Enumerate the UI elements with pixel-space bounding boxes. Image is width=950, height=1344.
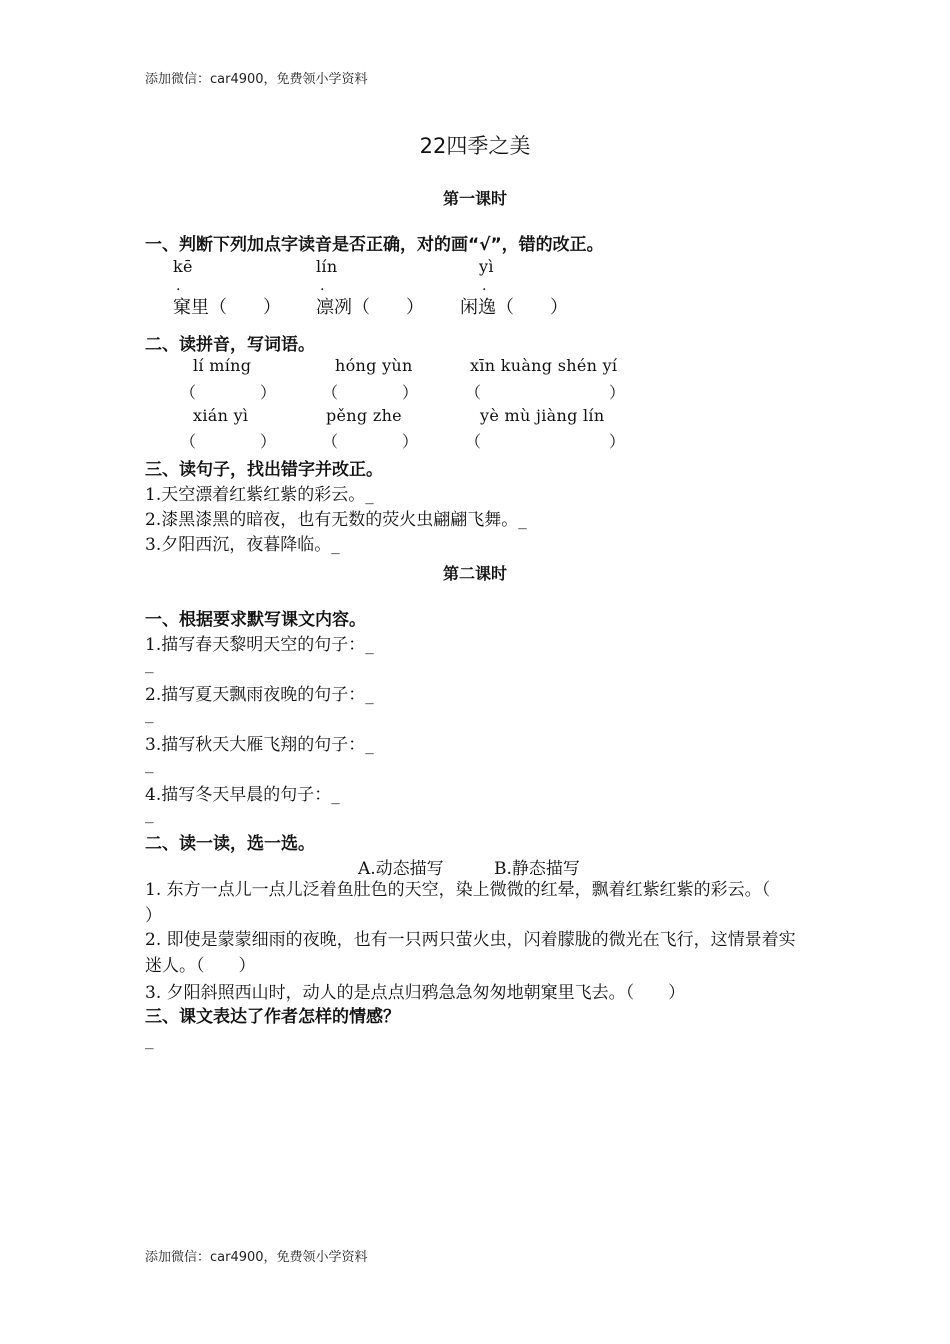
lesson1-heading: 第一课时 [442,189,507,208]
l2-q1-title: 一、根据要求默写课文内容。 [145,610,366,630]
l1-q1-pinyin-2: lín [316,257,338,276]
option-a: A.动态描写 [358,859,444,879]
page-title: 22四季之美 [419,134,531,158]
l1-q2-pinyin-3: xīn kuàng shén yí [470,356,618,375]
l1-q1-word-2: 凛冽（ ） [316,297,424,318]
l1-q2-blank-2[interactable]: （ ） [322,383,419,402]
emphasis-dot-3: . [482,278,487,294]
l1-q3-item-2: 2.漆黑漆黑的暗夜，也有无数的荧火虫翩翩飞舞。_ [145,510,527,530]
l1-q1-pinyin-3: yì [479,257,494,276]
l2-q1-item-1-cont: _ [145,654,154,674]
l1-q2-pinyin-1: lí míng [193,356,252,375]
l2-q2-item-2: 2. 即使是蒙蒙细雨的夜晚，也有一只两只萤火虫，闪着朦胧的微光在飞行，这情景着实迷人。（ ） [145,930,796,976]
l1-q2-blank-5[interactable]: （ ） [322,432,419,451]
l1-q3-item-3: 3.夕阳西沉，夜暮降临。_ [145,535,340,555]
l2-q2-title: 二、读一读，选一选。 [145,834,315,854]
l1-q1-title: 一、判断下列加点字读音是否正确，对的画“√”，错的改正。 [145,235,604,255]
l1-q2-pinyin-6: yè mù jiàng lín [480,406,605,425]
l2-q3-answer-line[interactable]: _ [145,1030,154,1050]
l2-q1-item-3: 3.描写秋天大雁飞翔的句子：_ [145,735,374,755]
emphasis-dot-1: . [176,278,181,294]
l2-q1-item-1: 1.描写春天黎明天空的句子：_ [145,635,374,655]
l1-q2-blank-3[interactable]: （ ） [465,383,626,402]
option-b: B.静态描写 [494,859,580,879]
l1-q3-item-1: 1.天空漂着红紫红紫的彩云。_ [145,485,374,505]
l2-q2-item-3: 3. 夕阳斜照西山时，动人的是点点归鸦急急匆匆地朝窠里飞去。（ ） [145,983,686,1003]
l1-q2-pinyin-5: pěng zhe [326,406,402,425]
l1-q1-word-3: 闲逸（ ） [460,297,568,318]
l2-q2-item-1: 1. 东方一点儿一点儿泛着鱼肚色的天空，染上微微的红晕，飘着红紫红紫的彩云。（ ） [145,880,805,926]
l1-q2-pinyin-4: xián yì [193,406,249,425]
l2-q1-item-4-cont: _ [145,804,154,824]
l2-q1-item-2-cont: _ [145,704,154,724]
footer-note: 添加微信：car4900，免费领小学资料 [145,1250,368,1265]
lesson2-heading: 第二课时 [442,564,507,583]
l1-q2-title: 二、读拼音，写词语。 [145,335,315,355]
emphasis-dot-2: . [320,278,325,294]
l1-q1-word-1: 窠里（ ） [173,297,281,318]
l2-q1-item-4: 4.描写冬天早晨的句子：_ [145,785,340,805]
l1-q2-blank-4[interactable]: （ ） [180,432,277,451]
l2-q1-item-2: 2.描写夏天飘雨夜晚的句子：_ [145,685,374,705]
l2-q3-title: 三、课文表达了作者怎样的情感？ [145,1007,400,1027]
l2-q1-item-3-cont: _ [145,754,154,774]
header-note: 添加微信：car4900，免费领小学资料 [145,72,368,87]
l1-q2-blank-1[interactable]: （ ） [180,383,277,402]
l1-q3-title: 三、读句子，找出错字并改正。 [145,460,383,480]
l1-q2-blank-6[interactable]: （ ） [465,432,626,451]
l1-q1-pinyin-1: kē [173,257,193,276]
l1-q2-pinyin-2: hóng yùn [335,356,413,375]
